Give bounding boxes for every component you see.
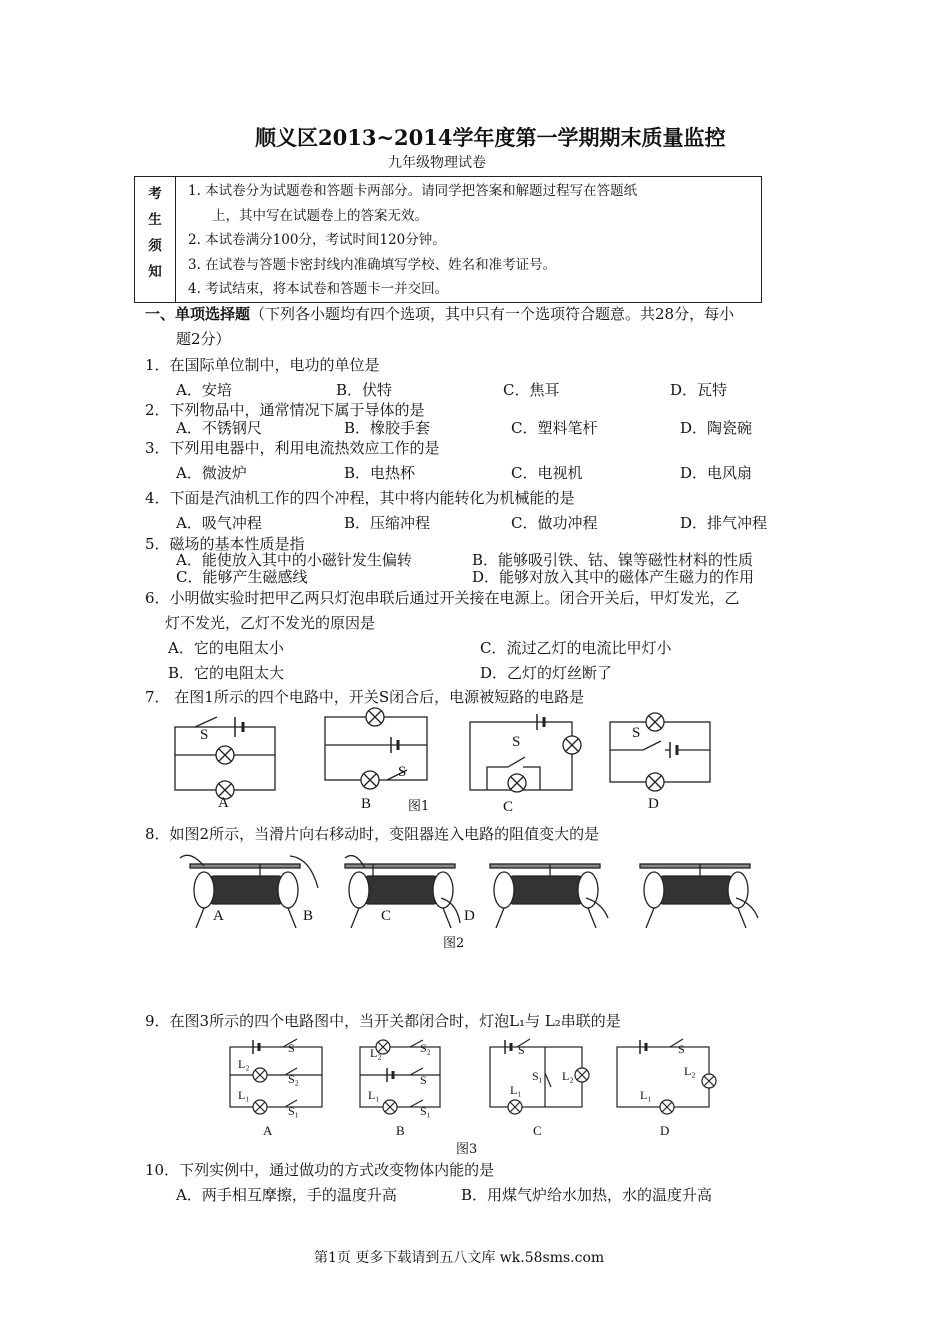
- q8-stem: 8．如图2所示，当滑片向右移动时，变阻器连入电路的阻值变大的是: [145, 825, 600, 843]
- q1-stem: 1．在国际单位制中，电功的单位是: [145, 356, 380, 374]
- circuit-d-wire: [610, 722, 710, 782]
- rheostat-a: [180, 855, 318, 928]
- fig3-d-l2: L₂: [684, 1064, 696, 1078]
- label-fig2-a: A: [213, 908, 224, 924]
- q4-stem: 4．下面是汽油机工作的四个冲程，其中将内能转化为机械能的是: [145, 489, 575, 507]
- label-fig3-d: D: [660, 1123, 670, 1138]
- q2-option-d: D．陶瓷碗: [680, 419, 753, 437]
- notice-item: 上，其中写在试题卷上的答案无效。: [212, 207, 428, 224]
- q6-stem: 6．小明做实验时把甲乙两只灯泡串联后通过开关接在电源上。闭合开关后，甲灯发光，乙: [145, 589, 740, 607]
- q2-option-c: C．塑料笔杆: [511, 419, 598, 437]
- label-fig1-d: D: [648, 796, 659, 812]
- q10-option-b: B．用煤气炉给水加热，水的温度升高: [461, 1186, 713, 1204]
- notice-body: [176, 177, 762, 303]
- q5-option-b: B．能够吸引铁、钴、镍等磁性材料的性质: [472, 551, 754, 569]
- fig3-c-s1: S₁: [532, 1069, 543, 1083]
- q1-option-a: A．安培: [176, 381, 232, 399]
- section-heading: 一、单项选择题: [145, 305, 251, 323]
- q4-option-d: D．排气冲程: [680, 514, 768, 532]
- switch-c-s1: [545, 1073, 551, 1087]
- fig3-a-s1: S₁: [288, 1104, 299, 1118]
- label-fig3-c: C: [533, 1123, 542, 1138]
- label-fig3-a: A: [263, 1123, 273, 1138]
- figure-2-rheostats: [170, 848, 810, 928]
- q10-stem: 10．下列实例中，通过做功的方式改变物体内能的是: [145, 1161, 495, 1179]
- q6-option-d: D．乙灯的灯丝断了: [480, 664, 613, 682]
- label-s-a: S: [200, 727, 209, 743]
- q5-option-c: C．能够产生磁感线: [176, 568, 308, 586]
- page-subtitle: 九年级物理试卷: [388, 155, 486, 171]
- notice-table: [134, 176, 762, 303]
- q1-option-b: B．伏特: [336, 381, 393, 399]
- q6-option-a: A．它的电阻太小: [168, 639, 284, 657]
- fig3-c-l2: L₂: [562, 1069, 574, 1083]
- rheostat-b: [345, 856, 460, 928]
- q6-option-b: B．它的电阻太大: [168, 664, 285, 682]
- page-footer: 第1页 更多下载请到五八文库 wk.58sms.com: [314, 1250, 605, 1266]
- label-s-d: S: [632, 725, 641, 741]
- switch-d: [643, 741, 661, 750]
- fig3-a-l1: L₁: [238, 1088, 250, 1102]
- rheostat-c: [490, 864, 608, 928]
- fig3-b-l2: L₂: [370, 1046, 382, 1060]
- fig3-b-l1: L₁: [368, 1088, 380, 1102]
- rheostat-d: [640, 864, 758, 928]
- q5-stem: 5．磁场的基本性质是指: [145, 535, 305, 553]
- page-title: 顺义区2013~2014学年度第一学期期末质量监控: [255, 125, 726, 150]
- fig3-b-s1: S₁: [420, 1104, 431, 1118]
- section-desc-cont: 题2分）: [176, 330, 231, 348]
- label-fig2-b: B: [303, 908, 314, 924]
- switch-a: [195, 717, 217, 727]
- fig3-b-s: S: [420, 1073, 427, 1087]
- q5-option-a: A．能使放入其中的小磁针发生偏转: [176, 551, 412, 569]
- q3-option-b: B．电热杯: [344, 464, 416, 482]
- q3-option-d: D．电风扇: [680, 464, 753, 482]
- q3-stem: 3．下列用电器中，利用电流热效应工作的是: [145, 439, 440, 457]
- q4-option-a: A．吸气冲程: [176, 514, 262, 532]
- q2-stem: 2．下列物品中，通常情况下属于导体的是: [145, 401, 425, 419]
- switch-c: [508, 757, 525, 767]
- fig3-a-s2: S₂: [288, 1072, 299, 1086]
- notice-side-char: 考: [148, 186, 162, 202]
- figure-2-caption: 图2: [443, 936, 465, 951]
- q1-option-d: D．瓦特: [670, 381, 728, 399]
- figure-1-caption: 图1: [408, 799, 430, 814]
- notice-side-char: 须: [148, 238, 162, 254]
- label-fig1-a: A: [218, 795, 229, 811]
- label-s-c: S: [512, 734, 521, 750]
- q5-option-d: D．能够对放入其中的磁体产生磁力的作用: [472, 568, 755, 586]
- q4-option-b: B．压缩冲程: [344, 514, 431, 532]
- fig3-d-s: S: [678, 1042, 685, 1056]
- fig3-b-s2: S₂: [420, 1041, 431, 1055]
- q4-option-c: C．做功冲程: [511, 514, 598, 532]
- q3-option-c: C．电视机: [511, 464, 583, 482]
- figure-3-caption: 图3: [456, 1142, 478, 1157]
- label-fig1-c: C: [503, 799, 514, 815]
- q2-option-b: B．橡胶手套: [344, 419, 431, 437]
- section-desc: （下列各小题均有四个选项，其中只有一个选项符合题意。共28分，每小: [250, 305, 735, 323]
- fig3-a-s: S: [288, 1041, 295, 1055]
- label-fig2-d: D: [464, 908, 475, 924]
- section-heading-line: [145, 303, 734, 324]
- label-fig3-b: B: [396, 1123, 405, 1138]
- q9-stem: 9．在图3所示的四个电路图中，当开关都闭合时，灯泡L₁与 L₂串联的是: [145, 1012, 621, 1030]
- q7-stem: 7． 在图1所示的四个电路中，开关S闭合后，电源被短路的电路是: [145, 688, 585, 706]
- fig3-a-l2: L₂: [238, 1057, 250, 1071]
- q6-option-c: C．流过乙灯的电流比甲灯小: [480, 639, 672, 657]
- notice-side-label: [135, 177, 176, 303]
- notice-item: 4. 考试结束，将本试卷和答题卡一并交回。: [188, 281, 449, 297]
- fig3-d-l1: L₁: [640, 1088, 652, 1102]
- q1-option-c: C．焦耳: [503, 381, 560, 399]
- label-fig2-c: C: [381, 908, 392, 924]
- notice-item: 2. 本试卷满分100分，考试时间120分钟。: [188, 232, 446, 248]
- notice-item: 3. 在试卷与答题卡密封线内准确填写学校、姓名和准考证号。: [188, 256, 557, 273]
- figure-3-circuits: [225, 1035, 725, 1115]
- fig3-c-l1: L₁: [510, 1083, 522, 1097]
- q10-option-a: A．两手相互摩擦，手的温度升高: [176, 1186, 397, 1204]
- q3-option-a: A．微波炉: [176, 464, 247, 482]
- notice-item: 1. 本试卷分为试题卷和答题卡两部分。请同学把答案和解题过程写在答题纸: [188, 183, 638, 199]
- fig3-c-s: S: [518, 1043, 525, 1057]
- label-fig1-b: B: [361, 796, 372, 812]
- q2-option-a: A．不锈钢尺: [176, 419, 262, 437]
- notice-side-char: 知: [148, 264, 162, 280]
- label-s-b: S: [398, 764, 407, 780]
- q6-stem-cont: 灯不发光，乙灯不发光的原因是: [165, 614, 376, 632]
- notice-side-char: 生: [148, 212, 162, 228]
